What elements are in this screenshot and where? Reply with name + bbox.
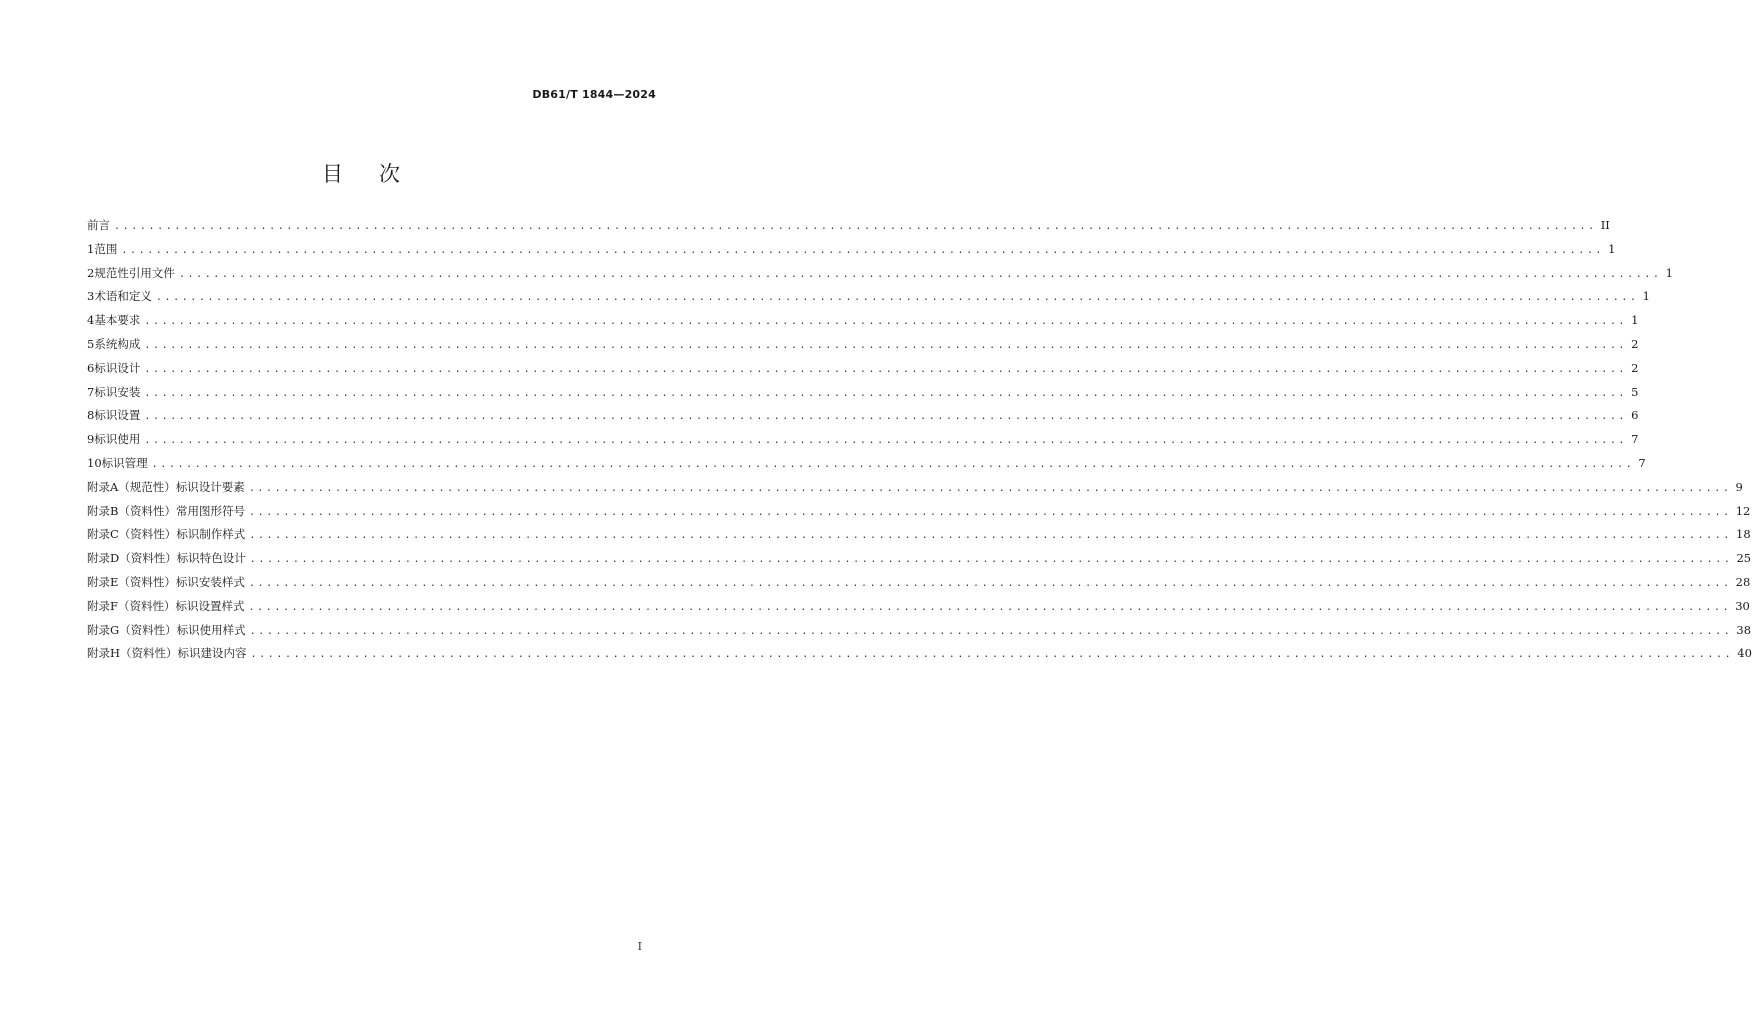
annex-page: 30 (1735, 598, 1750, 613)
toc-entry-annex-b[interactable] (87, 503, 1751, 527)
chapter-title: 标识安装 (94, 384, 141, 399)
dot-leader: ............................................................................................................................................................................ (151, 458, 1635, 470)
toc-entry-chapter-8[interactable] (87, 407, 1639, 431)
chapter-title: 范围 (94, 241, 118, 256)
annex-page: 9 (1735, 479, 1743, 494)
dot-leader: ............................................................................................................................................................................ (155, 292, 1639, 304)
toc-title-part1: 目 (322, 162, 345, 186)
annex-id: 附录B (87, 503, 119, 518)
chapter-page: 7 (1631, 432, 1639, 447)
toc-entry-chapter-6[interactable] (87, 360, 1639, 384)
annex-id: 附录H (87, 646, 121, 661)
dot-leader: ............................................................................................................................................................................ (121, 244, 1605, 256)
dot-leader: ............................................................................................................................................................................ (248, 601, 1732, 613)
dot-leader: ............................................................................................................................................................................ (144, 411, 1628, 423)
annex-page: 25 (1736, 551, 1752, 566)
toc-entry-preface[interactable] (87, 217, 1610, 241)
toc-entry-chapter-3[interactable] (87, 288, 1650, 312)
annex-id: 附录A (87, 479, 119, 494)
toc-entry-annex-g[interactable] (87, 622, 1752, 646)
chapter-number: 5 (87, 336, 95, 351)
dot-leader: ............................................................................................................................................................................ (114, 221, 1597, 232)
preface-label-b: 言 (98, 218, 110, 232)
chapter-title: 基本要求 (94, 313, 141, 328)
annex-category: （资料性） (120, 646, 178, 661)
dot-leader: ............................................................................................................................................................................ (144, 339, 1628, 351)
toc-entry-annex-e[interactable] (87, 574, 1751, 598)
chapter-number: 3 (87, 289, 95, 304)
annex-page: 28 (1735, 574, 1751, 589)
toc-entry-chapter-2[interactable] (87, 265, 1673, 289)
annex-title: 标识建设内容 (177, 646, 247, 661)
annex-title: 常用图形符号 (175, 503, 245, 518)
annex-page: 12 (1735, 503, 1751, 518)
chapter-title: 标识设置 (94, 408, 141, 423)
chapter-title: 规范性引用文件 (94, 265, 175, 280)
chapter-page: 5 (1631, 384, 1639, 399)
dot-leader: ............................................................................................................................................................................ (250, 649, 1734, 661)
chapter-page: 2 (1631, 336, 1639, 351)
chapter-page: 7 (1638, 455, 1646, 470)
chapter-page: 1 (1665, 265, 1673, 280)
page-number: I (637, 940, 642, 953)
toc-entry-annex-a[interactable] (87, 479, 1743, 503)
dot-leader: ............................................................................................................................................................................ (249, 625, 1733, 637)
annex-title: 标识使用样式 (176, 622, 246, 637)
chapter-page: 1 (1631, 313, 1639, 328)
preface-page: II (1600, 218, 1610, 232)
dot-leader: ............................................................................................................................................................................ (249, 530, 1733, 542)
annex-title: 标识制作样式 (176, 527, 246, 542)
toc-title-part2: 次 (379, 162, 402, 186)
annex-title: 标识设计要素 (175, 479, 245, 494)
chapter-title: 标识管理 (101, 455, 148, 470)
chapter-page: 1 (1608, 241, 1616, 256)
toc-entry-annex-c[interactable] (87, 526, 1751, 550)
toc-entry-chapter-10[interactable] (87, 455, 1646, 479)
annex-page: 18 (1736, 527, 1751, 542)
annex-id: 附录G (87, 622, 120, 637)
chapter-number: 9 (87, 432, 95, 447)
annex-category: （规范性） (118, 479, 176, 494)
toc-title (0, 158, 724, 188)
chapter-number: 10 (87, 455, 102, 470)
annex-category: （资料性） (118, 503, 176, 518)
annex-page: 38 (1736, 622, 1752, 637)
annex-page: 40 (1737, 646, 1752, 661)
toc-entry-chapter-4[interactable] (87, 312, 1639, 336)
toc-entry-chapter-9[interactable] (87, 431, 1639, 455)
annex-title: 标识特色设计 (176, 551, 246, 566)
chapter-number: 1 (87, 241, 95, 256)
dot-leader: ............................................................................................................................................................................ (144, 316, 1628, 328)
dot-leader: ............................................................................................................................................................................ (248, 577, 1732, 589)
chapter-page: 2 (1631, 360, 1639, 375)
chapter-number: 8 (87, 408, 95, 423)
toc-entry-annex-h[interactable] (87, 645, 1752, 669)
chapter-number: 6 (87, 360, 95, 375)
chapter-title: 术语和定义 (94, 289, 152, 304)
dot-leader: ............................................................................................................................................................................ (249, 554, 1733, 566)
toc-entry-annex-d[interactable] (87, 550, 1752, 574)
annex-title: 标识设置样式 (175, 598, 245, 613)
table-of-contents (87, 217, 1752, 669)
dot-leader: ............................................................................................................................................................................ (144, 387, 1628, 399)
annex-id: 附录F (87, 598, 118, 613)
annex-category: （资料性） (118, 527, 177, 542)
annex-id: 附录E (87, 574, 119, 589)
chapter-page: 1 (1642, 289, 1650, 304)
chapter-title: 标识设计 (94, 360, 141, 375)
chapter-title: 标识使用 (94, 432, 141, 447)
annex-category: （资料性） (119, 551, 177, 566)
toc-entry-chapter-7[interactable] (87, 384, 1639, 408)
chapter-number: 4 (87, 313, 95, 328)
preface-label-a: 前 (87, 218, 99, 232)
chapter-number: 2 (87, 265, 95, 280)
dot-leader: ............................................................................................................................................................................ (144, 435, 1628, 447)
dot-leader: ............................................................................................................................................................................ (248, 482, 1732, 494)
toc-entry-annex-f[interactable] (87, 598, 1750, 622)
toc-entry-chapter-1[interactable] (87, 241, 1616, 265)
dot-leader: ............................................................................................................................................................................ (144, 363, 1628, 375)
toc-entry-chapter-5[interactable] (87, 336, 1639, 360)
dot-leader: ............................................................................................................................................................................ (248, 506, 1732, 518)
chapter-number: 7 (87, 384, 95, 399)
annex-category: （资料性） (117, 598, 176, 613)
annex-id: 附录D (87, 551, 120, 566)
dot-leader: ............................................................................................................................................................................ (178, 268, 1662, 280)
annex-category: （资料性） (118, 574, 176, 589)
standard-code: DB61/T 1844—2024 (532, 88, 656, 101)
annex-title: 标识安装样式 (175, 574, 245, 589)
chapter-page: 6 (1631, 408, 1639, 423)
chapter-title: 系统构成 (94, 336, 141, 351)
annex-category: （资料性） (119, 622, 177, 637)
annex-id: 附录C (87, 527, 119, 542)
